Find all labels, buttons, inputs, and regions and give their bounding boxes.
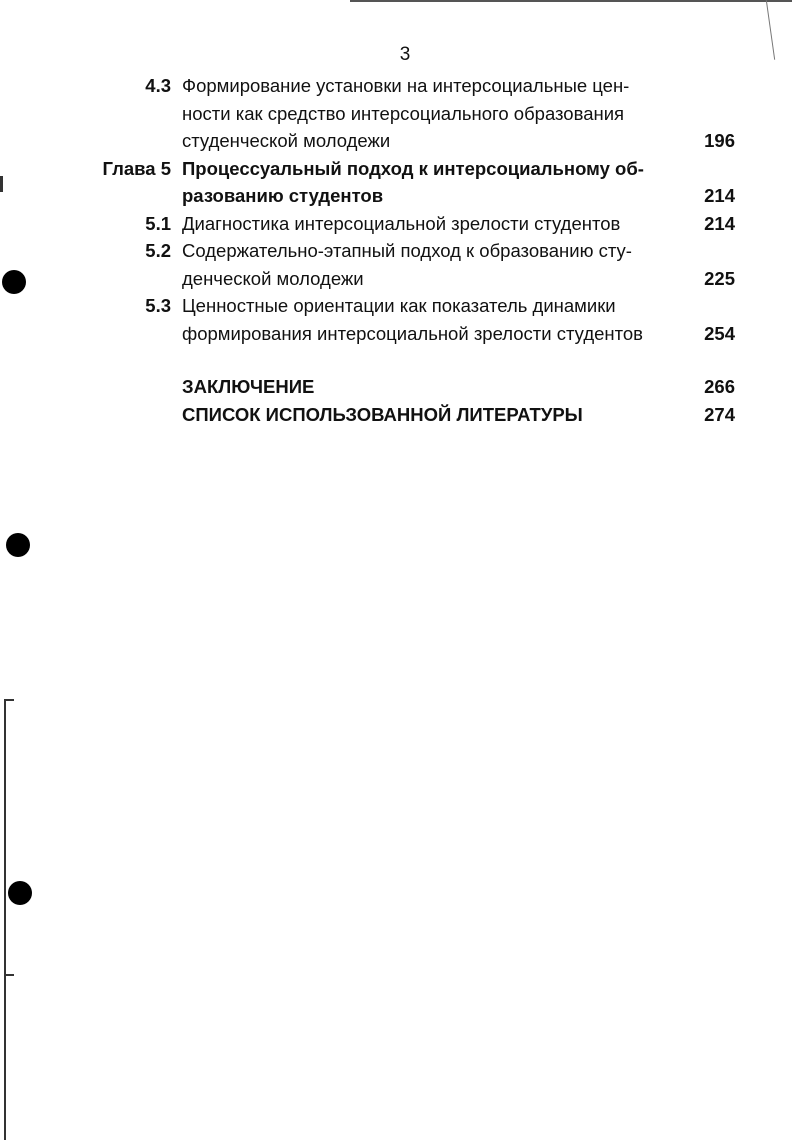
toc-entry-references [0,401,792,429]
page-number: 3 [399,44,411,65]
toc-entry-number: 5.3 [145,295,171,316]
toc-entry-title-line: Диагностика интерсоциальной зрелости студентов [182,212,621,234]
toc-entry-title-line: Формирование установки на интерсоциальные цен- [182,75,630,96]
toc-entry-title-line: денческой молодежи [182,267,364,289]
toc-spacer [0,347,792,373]
toc-entry-title [182,210,672,238]
toc-entry-number: 5.2 [145,240,171,261]
toc-entry-title-line: Содержательно-этапный подход к образованию сту- [182,240,632,261]
toc-entry-number: 5.1 [145,212,171,234]
toc-entry-title-line: формирования интерсоциальной зрелости студентов [182,322,644,344]
toc-entry-title-line: разованию студентов [182,185,384,206]
toc-entry-5-3 [0,292,792,347]
toc-entry-chapter-5 [0,155,792,210]
punch-hole [6,533,30,557]
punch-hole [8,881,32,905]
toc-entry-title [182,72,672,155]
toc-entry-title-line: Процессуальный подход к интерсоциальному об- [182,157,644,179]
toc-entry-5-1 [0,210,792,238]
toc-entry-title [182,155,672,210]
toc-entry-title-line: Ценностные ориентации как показатель динамики [182,295,616,316]
toc-entry-title [182,401,672,429]
table-of-contents [0,72,792,428]
toc-entry-title-line: СПИСОК ИСПОЛЬЗОВАННОЙ ЛИТЕРАТУРЫ [182,403,583,425]
toc-entry-title-line: ности как средство интерсоциального образования [182,102,625,124]
toc-entry-5-2 [0,237,792,292]
toc-entry-title-line: ЗАКЛЮЧЕНИЕ [182,376,315,397]
toc-entry-page: 196 [704,130,735,151]
toc-entry-title [182,292,672,347]
toc-entry-number: 4.3 [145,75,171,96]
toc-entry-page: 254 [704,322,735,344]
scan-left-tick [4,699,14,701]
toc-entry-number: Глава 5 [102,157,171,179]
toc-entry-page: 225 [704,267,735,289]
toc-entry-page: 214 [704,185,735,206]
scan-left-edge [4,700,6,1140]
scan-left-tick [4,974,14,976]
scan-right-streak [766,0,775,60]
toc-entry-page: 266 [704,376,735,397]
toc-entry-page: 214 [704,212,735,234]
toc-entry-title [182,237,672,292]
toc-entry-4-3 [0,72,792,155]
toc-entry-title-line: студенческой молодежи [182,130,391,151]
toc-entry-conclusion [0,373,792,401]
toc-entry-page: 274 [704,403,735,425]
toc-entry-title [182,373,672,401]
scan-top-border [350,0,792,2]
